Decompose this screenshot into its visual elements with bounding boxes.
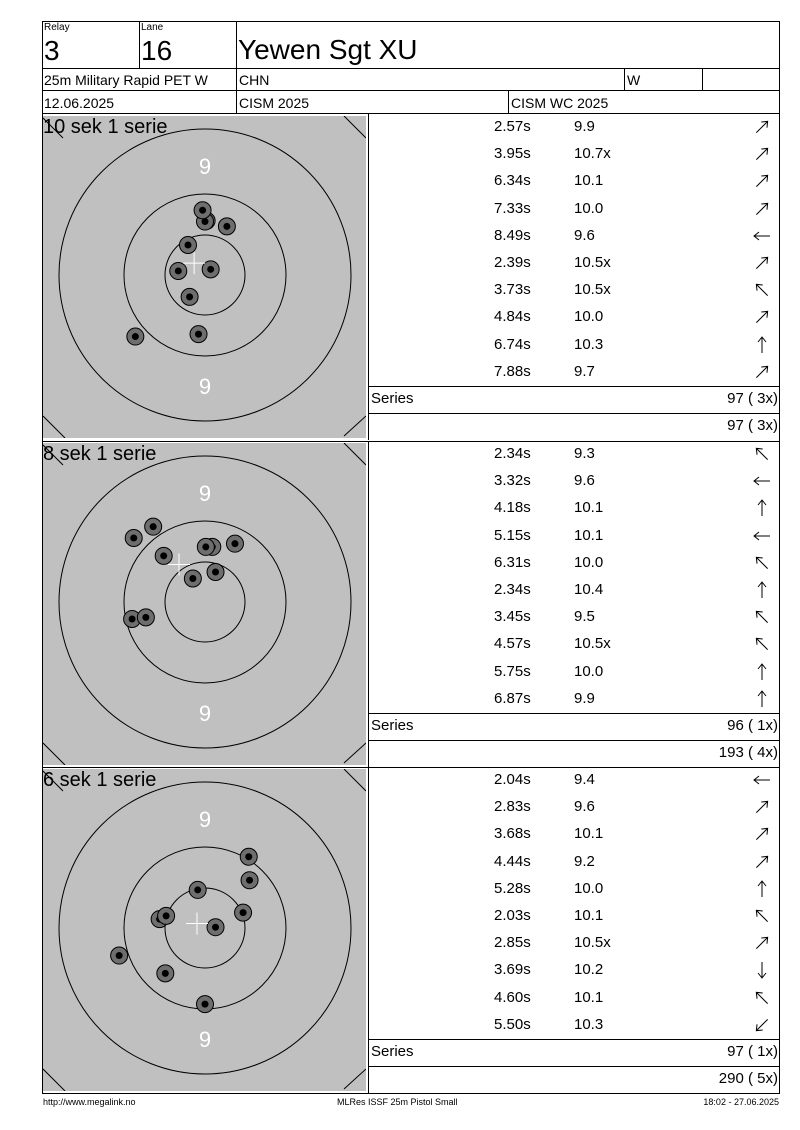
series-title: 8 sek 1 serie — [43, 443, 157, 465]
shot-time: 3.32s — [494, 472, 531, 490]
shot-score: 9.4 — [574, 771, 595, 788]
shot-score: 10.2 — [574, 961, 604, 979]
shot-score: 10.3 — [574, 1015, 604, 1033]
shot-score: 10.0 — [574, 553, 604, 571]
shot-hole — [158, 907, 175, 924]
direction-arrow-icon — [752, 497, 772, 519]
shot-score: 10.0 — [574, 308, 604, 326]
shot-score: 9.6 — [574, 226, 595, 244]
shot-score: 9.6 — [574, 472, 595, 490]
shot-time: 2.34s — [494, 581, 531, 598]
shot-row — [370, 468, 778, 495]
shot-score: 10.0 — [574, 662, 604, 680]
shot-score: 10.3 — [574, 335, 604, 353]
shot-time: 4.18s — [494, 499, 531, 517]
shot-score: 9.5 — [574, 608, 595, 626]
shot-score: 9.9 — [574, 118, 595, 135]
ring-number-label: 9 — [198, 154, 212, 179]
category: W — [627, 72, 641, 88]
direction-arrow-icon — [752, 143, 772, 165]
shot-score: 10.4 — [574, 581, 604, 598]
series-total: 97 ( 3x) — [727, 390, 778, 407]
shot-score: 9.9 — [574, 689, 595, 707]
date: 12.06.2025 — [44, 95, 115, 111]
shot-hole — [207, 564, 224, 581]
shot-hole — [170, 262, 187, 279]
shot-hole — [181, 288, 198, 305]
shot-score: 10.1 — [574, 499, 604, 517]
shot-time: 5.28s — [494, 879, 531, 897]
shot-row — [370, 767, 778, 794]
direction-arrow-icon — [752, 796, 772, 818]
direction-arrow-icon — [752, 225, 772, 247]
shot-hole — [218, 218, 235, 235]
shot-score: 10.0 — [574, 199, 604, 217]
direction-arrow-icon — [752, 987, 772, 1009]
lane-value: 16 — [141, 35, 173, 66]
shot-time: 6.34s — [494, 172, 531, 190]
shot-time: 2.57s — [494, 118, 531, 135]
shot-hole — [184, 570, 201, 587]
shot-score: 10.5x — [574, 635, 611, 653]
shot-hole — [240, 848, 257, 865]
direction-arrow-icon — [752, 252, 772, 274]
direction-arrow-icon — [752, 470, 772, 492]
shot-row — [370, 168, 778, 195]
shot-time: 2.03s — [494, 907, 531, 924]
running-total: 290 ( 5x) — [718, 1070, 778, 1087]
shot-row — [370, 523, 778, 550]
shot-score: 10.0 — [574, 879, 604, 897]
ring-number-label: 9 — [198, 481, 212, 506]
shot-time: 3.95s — [494, 145, 531, 163]
shot-hole — [197, 996, 214, 1013]
direction-arrow-icon — [752, 878, 772, 900]
shot-time: 2.85s — [494, 934, 531, 952]
shot-time: 6.74s — [494, 335, 531, 353]
direction-arrow-icon — [752, 1014, 772, 1036]
shot-row — [370, 250, 778, 277]
direction-arrow-icon — [752, 279, 772, 301]
shot-row — [370, 930, 778, 957]
direction-arrow-icon — [752, 552, 772, 574]
shot-row — [370, 277, 778, 304]
shot-row — [370, 794, 778, 821]
footer-timestamp: 18:02 - 27.06.2025 — [703, 1097, 779, 1107]
shot-hole — [226, 535, 243, 552]
shot-time: 3.69s — [494, 961, 531, 979]
target-face — [43, 116, 366, 438]
shot-row — [370, 876, 778, 903]
shot-time: 4.84s — [494, 308, 531, 326]
shot-score: 10.1 — [574, 907, 604, 924]
shot-score: 9.2 — [574, 852, 595, 870]
shot-hole — [157, 965, 174, 982]
shot-hole — [197, 538, 214, 555]
shot-row — [370, 631, 778, 658]
shot-time: 4.44s — [494, 852, 531, 870]
shot-row — [370, 903, 778, 930]
shot-row — [370, 223, 778, 250]
shot-row — [370, 985, 778, 1012]
shot-row — [370, 332, 778, 359]
direction-arrow-icon — [752, 306, 772, 328]
shot-row — [370, 604, 778, 631]
direction-arrow-icon — [752, 959, 772, 981]
direction-arrow-icon — [752, 525, 772, 547]
relay-value: 3 — [44, 35, 60, 66]
shot-hole — [125, 530, 142, 547]
shot-score: 9.7 — [574, 362, 595, 380]
series-label: Series — [371, 390, 414, 407]
shot-score: 9.6 — [574, 798, 595, 816]
direction-arrow-icon — [752, 361, 772, 383]
shot-hole — [179, 237, 196, 254]
ring-number-label: 9 — [198, 807, 212, 832]
shot-time: 5.50s — [494, 1015, 531, 1033]
shot-row — [370, 659, 778, 686]
shot-row — [370, 304, 778, 331]
shot-time: 7.88s — [494, 362, 531, 380]
direction-arrow-icon — [752, 116, 772, 138]
shot-row — [370, 957, 778, 984]
target-face — [43, 769, 366, 1091]
shot-time: 5.15s — [494, 526, 531, 544]
ring-number-label: 9 — [198, 374, 212, 399]
shot-time: 8.49s — [494, 226, 531, 244]
shot-score: 10.1 — [574, 172, 604, 190]
direction-arrow-icon — [752, 932, 772, 954]
series-title: 6 sek 1 serie — [43, 769, 157, 791]
event-name: 25m Military Rapid PET W — [44, 72, 208, 88]
shot-score: 10.1 — [574, 988, 604, 1006]
shot-hole — [241, 872, 258, 889]
direction-arrow-icon — [752, 443, 772, 465]
shot-time: 2.83s — [494, 798, 531, 816]
direction-arrow-icon — [752, 170, 772, 192]
direction-arrow-icon — [752, 905, 772, 927]
ring-number-label: 9 — [198, 1027, 212, 1052]
shot-hole — [155, 547, 172, 564]
shot-time: 2.04s — [494, 771, 531, 788]
direction-arrow-icon — [752, 198, 772, 220]
shot-time: 3.45s — [494, 608, 531, 626]
direction-arrow-icon — [752, 633, 772, 655]
shot-hole — [235, 904, 252, 921]
series-label: Series — [371, 1043, 414, 1060]
shot-hole — [145, 518, 162, 535]
series-total: 97 ( 1x) — [727, 1043, 778, 1060]
shot-score: 9.3 — [574, 445, 595, 462]
target-face — [43, 443, 366, 765]
shot-score: 10.1 — [574, 825, 604, 843]
relay-label: Relay — [44, 22, 70, 33]
running-total: 97 ( 3x) — [727, 417, 778, 434]
shot-row — [370, 821, 778, 848]
shot-row — [370, 114, 778, 141]
shot-score: 10.5x — [574, 281, 611, 299]
shot-score: 10.5x — [574, 254, 611, 271]
shot-row — [370, 141, 778, 168]
series-title: 10 sek 1 serie — [43, 116, 168, 138]
direction-arrow-icon — [752, 334, 772, 356]
shot-time: 2.34s — [494, 445, 531, 462]
shot-hole — [190, 326, 207, 343]
shot-time: 6.31s — [494, 553, 531, 571]
shot-hole — [137, 609, 154, 626]
shot-hole — [189, 881, 206, 898]
competition: CISM 2025 — [239, 95, 310, 111]
direction-arrow-icon — [752, 579, 772, 601]
shot-time: 4.60s — [494, 988, 531, 1006]
shot-score: 10.7x — [574, 145, 611, 163]
footer-software: MLRes ISSF 25m Pistol Small — [337, 1097, 458, 1107]
series-total: 96 ( 1x) — [727, 717, 778, 734]
shot-row — [370, 495, 778, 522]
shot-hole — [111, 947, 128, 964]
match-name: CISM WC 2025 — [511, 95, 609, 111]
direction-arrow-icon — [752, 823, 772, 845]
shot-score: 10.5x — [574, 934, 611, 952]
shot-row — [370, 359, 778, 386]
shot-hole — [207, 919, 224, 936]
series-label: Series — [371, 717, 414, 734]
direction-arrow-icon — [752, 769, 772, 791]
shot-row — [370, 441, 778, 468]
shot-row — [370, 196, 778, 223]
shot-time: 3.68s — [494, 825, 531, 843]
shooter-name: Yewen Sgt XU — [238, 34, 418, 65]
shot-row — [370, 1012, 778, 1039]
shot-row — [370, 686, 778, 713]
shot-time: 6.87s — [494, 689, 531, 707]
running-total: 193 ( 4x) — [718, 744, 778, 761]
footer-url: http://www.megalink.no — [43, 1097, 136, 1107]
shot-time: 3.73s — [494, 281, 531, 299]
shot-time: 7.33s — [494, 199, 531, 217]
shot-hole — [127, 328, 144, 345]
shot-time: 2.39s — [494, 254, 531, 271]
shot-score: 10.1 — [574, 526, 604, 544]
lane-label: Lane — [141, 22, 164, 33]
direction-arrow-icon — [752, 851, 772, 873]
direction-arrow-icon — [752, 661, 772, 683]
shot-time: 5.75s — [494, 662, 531, 680]
shot-row — [370, 577, 778, 604]
ring-number-label: 9 — [198, 701, 212, 726]
nation: CHN — [239, 72, 270, 88]
shot-hole — [194, 202, 211, 219]
shot-time: 4.57s — [494, 635, 531, 653]
shot-row — [370, 849, 778, 876]
shot-row — [370, 550, 778, 577]
direction-arrow-icon — [752, 606, 772, 628]
direction-arrow-icon — [752, 688, 772, 710]
